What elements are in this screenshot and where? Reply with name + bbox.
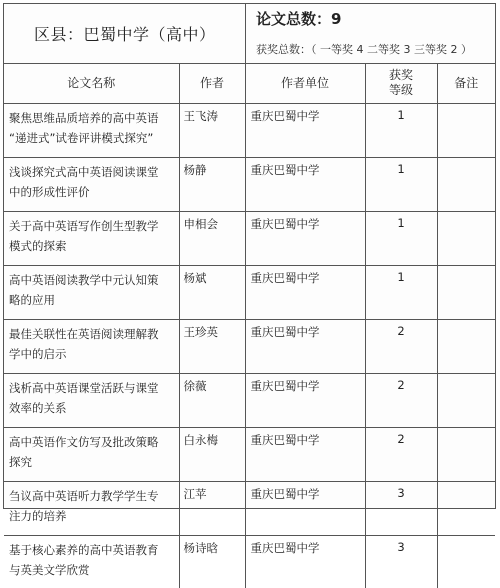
paper-title-cell bbox=[4, 212, 179, 266]
note-cell bbox=[437, 536, 495, 588]
col-header-title: 论文名称 bbox=[4, 63, 179, 104]
unit-cell: 重庆巴蜀中学 bbox=[245, 374, 365, 428]
paper-title-cell bbox=[4, 104, 179, 158]
col-header-level-line2: 等级 bbox=[366, 83, 437, 98]
unit-cell: 重庆巴蜀中学 bbox=[245, 266, 365, 320]
table-row bbox=[4, 374, 495, 428]
unit-cell: 重庆巴蜀中学 bbox=[245, 320, 365, 374]
paper-title-cell bbox=[4, 266, 179, 320]
note-cell bbox=[437, 212, 495, 266]
award-summary: 获奖总数：（ 一等奖 4 二等奖 3 三等奖 2 ） bbox=[256, 41, 472, 57]
table-header-row bbox=[4, 63, 495, 104]
paper-title-line1: 最佳关联性在英语阅读理解教 bbox=[9, 324, 176, 344]
col-header-level-line1: 获奖 bbox=[366, 68, 437, 83]
author-cell: 杨斌 bbox=[179, 266, 245, 320]
award-sheet bbox=[3, 3, 496, 509]
table-row bbox=[4, 158, 495, 212]
col-header-unit: 作者单位 bbox=[245, 63, 365, 104]
sheet-header bbox=[4, 4, 495, 64]
paper-title-cell bbox=[4, 428, 179, 482]
note-cell bbox=[437, 104, 495, 158]
paper-title-line2: 模式的探索 bbox=[9, 236, 176, 256]
paper-title-cell bbox=[4, 320, 179, 374]
paper-title-cell bbox=[4, 374, 179, 428]
district-cell bbox=[4, 4, 246, 63]
paper-title-line2: 探究 bbox=[9, 452, 176, 472]
table-row bbox=[4, 536, 495, 588]
col-header-level bbox=[365, 63, 437, 104]
paper-title-cell bbox=[4, 158, 179, 212]
note-cell bbox=[437, 158, 495, 212]
award-level-cell: 1 bbox=[365, 212, 437, 266]
award-level-cell: 1 bbox=[365, 104, 437, 158]
award-level-cell: 1 bbox=[365, 266, 437, 320]
note-cell bbox=[437, 482, 495, 536]
award-level-cell: 2 bbox=[365, 428, 437, 482]
paper-title-cell bbox=[4, 536, 179, 588]
table-row bbox=[4, 104, 495, 158]
note-cell bbox=[437, 320, 495, 374]
award-level-cell: 1 bbox=[365, 158, 437, 212]
paper-title-line2: 略的应用 bbox=[9, 290, 176, 310]
table-row bbox=[4, 266, 495, 320]
note-cell bbox=[437, 428, 495, 482]
author-cell: 徐薇 bbox=[179, 374, 245, 428]
table-row bbox=[4, 428, 495, 482]
award-level-cell: 3 bbox=[365, 482, 437, 536]
paper-title-line2: “递进式”试卷评讲模式探究” bbox=[9, 128, 176, 148]
award-level-cell: 2 bbox=[365, 374, 437, 428]
author-cell: 杨静 bbox=[179, 158, 245, 212]
author-cell: 白永梅 bbox=[179, 428, 245, 482]
paper-title-line2: 学中的启示 bbox=[9, 344, 176, 364]
paper-title-line1: 聚焦思维品质培养的高中英语 bbox=[9, 108, 176, 128]
author-cell: 杨诗晗 bbox=[179, 536, 245, 588]
paper-title-line1: 刍议高中英语听力教学学生专 bbox=[9, 486, 176, 506]
author-cell: 王飞涛 bbox=[179, 104, 245, 158]
unit-cell: 重庆巴蜀中学 bbox=[245, 104, 365, 158]
paper-title-line1: 关于高中英语写作创生型教学 bbox=[9, 216, 176, 236]
paper-title-line2: 中的形成性评价 bbox=[9, 182, 176, 202]
author-cell: 王珍英 bbox=[179, 320, 245, 374]
paper-title-line2: 注力的培养 bbox=[9, 506, 176, 526]
table-row bbox=[4, 320, 495, 374]
note-cell bbox=[437, 266, 495, 320]
unit-cell: 重庆巴蜀中学 bbox=[245, 212, 365, 266]
col-header-author: 作者 bbox=[179, 63, 245, 104]
award-level-cell: 3 bbox=[365, 536, 437, 588]
author-cell: 申相会 bbox=[179, 212, 245, 266]
award-level-cell: 2 bbox=[365, 320, 437, 374]
table-row bbox=[4, 482, 495, 536]
paper-title-line2: 与英美文学欣赏 bbox=[9, 560, 176, 580]
paper-title-line2: 效率的关系 bbox=[9, 398, 176, 418]
paper-title-line1: 浅析高中英语课堂活跃与课堂 bbox=[9, 378, 176, 398]
table-row bbox=[4, 212, 495, 266]
paper-title-line1: 高中英语阅读教学中元认知策 bbox=[9, 270, 176, 290]
author-cell: 江苹 bbox=[179, 482, 245, 536]
paper-table bbox=[4, 63, 495, 588]
unit-cell: 重庆巴蜀中学 bbox=[245, 536, 365, 588]
col-header-note: 备注 bbox=[437, 63, 495, 104]
paper-title-line1: 基于核心素养的高中英语教育 bbox=[9, 540, 176, 560]
paper-total: 论文总数：9 bbox=[256, 8, 341, 29]
note-cell bbox=[437, 374, 495, 428]
district-label: 区县：巴蜀中学（高中） bbox=[34, 22, 216, 45]
unit-cell: 重庆巴蜀中学 bbox=[245, 482, 365, 536]
unit-cell: 重庆巴蜀中学 bbox=[245, 428, 365, 482]
paper-title-cell bbox=[4, 482, 179, 536]
unit-cell: 重庆巴蜀中学 bbox=[245, 158, 365, 212]
paper-title-line1: 高中英语作文仿写及批改策略 bbox=[9, 432, 176, 452]
paper-title-line1: 浅谈探究式高中英语阅读课堂 bbox=[9, 162, 176, 182]
